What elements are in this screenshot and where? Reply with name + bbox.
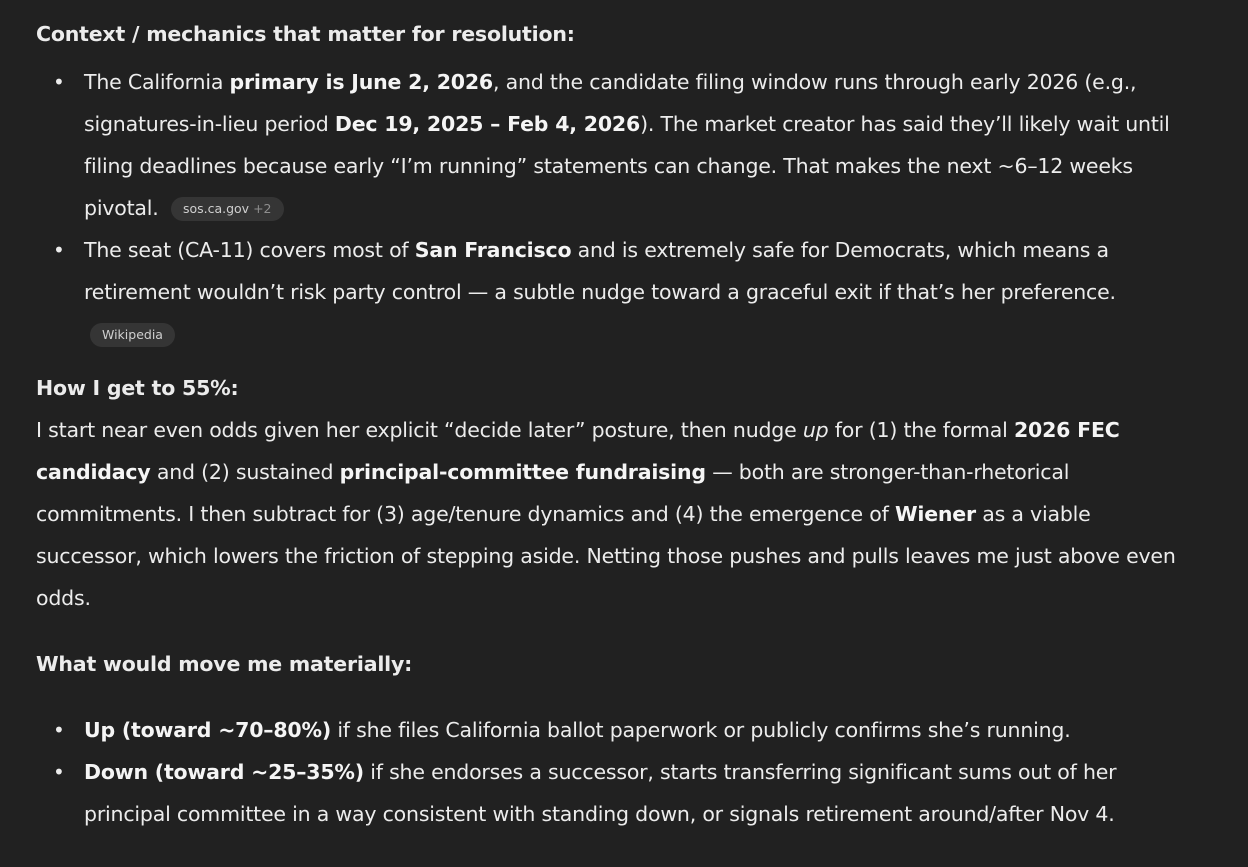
reasoning-heading: How I get to 55%:	[36, 376, 239, 400]
bullet-dot: •	[53, 760, 65, 784]
bullet-dot: •	[53, 70, 65, 94]
context-list	[0, 61, 1200, 313]
source-citation-pill[interactable]: Wikipedia	[90, 323, 175, 347]
source-citation-pill[interactable]: sos.ca.gov +2	[171, 197, 284, 221]
list-item: • The seat (CA-11) covers most of San Francisco and is extremely safe for Democrats, which means a retirement wouldn’t risk party control — a subtle nudge toward a graceful exit if that’s her preference.	[0, 229, 1200, 313]
bullet-dot: •	[53, 238, 65, 262]
reasoning-paragraph: I start near even odds given her explicit “decide later” posture, then nudge up for (1) the formal 2026 FEC candidacy and (2) sustained principal-committee fundraising — both are stronger-than-rhetorical commitments. I then subtract for (3) age/tenure dynamics and (4) the emergence of Wiener as a viable successor, which lowers the friction of stepping aside. Netting those pushes and pulls leaves me just above even odds.	[36, 418, 1176, 610]
list-item: • Up (toward ~70–80%) if she files California ballot paperwork or publicly confirms she’s running.	[0, 709, 1200, 751]
movers-list	[0, 709, 1200, 835]
list-item: • The California primary is June 2, 2026, and the candidate filing window runs through early 2026 (e.g., signatures-in-lieu period Dec 19, 2025 – Feb 4, 2026). The market creator has said they’ll likely wait until filing deadlines because early “I’m running” statements can change. That makes the next ~6–12 weeks pivotal. sos.ca.gov +2	[0, 61, 1200, 229]
bullet-dot: •	[53, 718, 65, 742]
movers-heading: What would move me materially:	[36, 652, 413, 676]
context-heading: Context / mechanics that matter for resolution:	[36, 22, 575, 46]
source-row	[0, 313, 175, 355]
list-item: • Down (toward ~25–35%) if she endorses a successor, starts transferring significant sums out of her principal committee in a way consistent with standing down, or signals retirement around/after Nov 4.	[0, 751, 1200, 835]
